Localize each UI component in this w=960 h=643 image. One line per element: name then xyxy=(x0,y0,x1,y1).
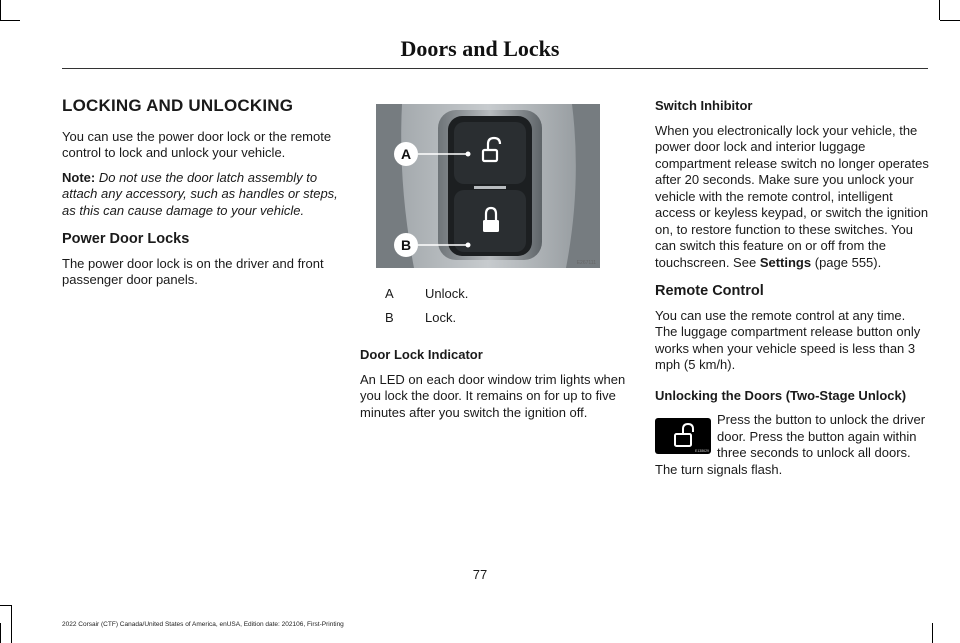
power-door-locks-text: The power door lock is on the driver and front passenger door panels. xyxy=(62,255,324,287)
remote-control-text: You can use the remote control at any time. The luggage compartment release button only works when your vehicle speed is less than 3 mph (5 km/h). xyxy=(655,307,921,372)
column-middle xyxy=(360,284,632,429)
legend-row xyxy=(360,308,468,332)
figure-code: E267111 xyxy=(576,260,596,266)
legend-value: Lock. xyxy=(425,309,457,325)
switch-inhibitor-body: When you electronically lock your vehicle, the power door lock and interior luggage compartment release switch no longer operates after 20 seconds. Make sure you unlock your vehicle with the remote control, intelligent access or keyless keypad, or switch the ignition on, to restore function to these switches. You can switch this feature on or off from the touchscreen. See xyxy=(655,122,929,270)
two-stage-unlock-block xyxy=(655,412,930,478)
crop-mark xyxy=(0,20,20,21)
crop-mark xyxy=(932,623,933,643)
header-divider xyxy=(62,68,928,69)
crop-mark xyxy=(0,623,1,643)
note-text: Do not use the door latch assembly to attach any accessory, such as handles or steps, as this can cause damage to your vehicle. xyxy=(62,169,338,218)
door-lock-switch-illustration xyxy=(376,104,600,268)
legend-key: A xyxy=(385,286,394,301)
callout-b-label: B xyxy=(400,237,412,253)
two-stage-unlock-text: Press the button to unlock the driver door. Press the button again within three seconds to unlock all doors. The turn signals flash. xyxy=(655,412,926,477)
figure-legend xyxy=(360,284,468,331)
crop-mark xyxy=(939,0,940,20)
page-header-title: Doors and Locks xyxy=(400,36,560,61)
power-door-locks-heading: Power Door Locks xyxy=(62,231,190,247)
page-reference: (page 555). xyxy=(814,254,882,270)
crop-mark xyxy=(11,605,12,643)
note-paragraph xyxy=(62,170,340,220)
switch-inhibitor-text xyxy=(655,123,930,272)
legend-row xyxy=(360,284,468,308)
crop-mark xyxy=(0,0,1,20)
footer-edition-info: 2022 Corsair (CTF) Canada/United States of America, enUSA, Edition date: 202106, First-Printing xyxy=(62,621,344,628)
intro-paragraph: You can use the power door lock or the remote control to lock and unlock your vehicle. xyxy=(62,128,332,160)
legend-key: B xyxy=(385,309,394,325)
callout-a-label: A xyxy=(400,146,412,162)
crop-mark xyxy=(940,20,960,21)
switch-inhibitor-heading: Switch Inhibitor xyxy=(655,98,753,113)
legend-value: Unlock. xyxy=(425,286,469,301)
unlock-icon xyxy=(655,418,711,454)
two-stage-unlock-heading: Unlocking the Doors (Two-Stage Unlock) xyxy=(655,387,907,403)
column-right xyxy=(655,98,930,486)
page-number: 77 xyxy=(472,567,488,582)
note-label: Note: xyxy=(62,169,96,185)
icon-code: E138629 xyxy=(694,449,709,453)
section-heading: LOCKING AND UNLOCKING xyxy=(62,96,294,115)
settings-link[interactable]: Settings xyxy=(759,254,812,270)
column-left xyxy=(62,98,340,297)
door-lock-indicator-text: An LED on each door window trim lights when you lock the door. It remains on for up to five minutes after you switch the ignition off. xyxy=(360,371,626,420)
door-lock-switch-figure xyxy=(376,104,600,268)
remote-control-heading: Remote Control xyxy=(655,283,764,299)
door-lock-indicator-heading: Door Lock Indicator xyxy=(360,347,483,362)
